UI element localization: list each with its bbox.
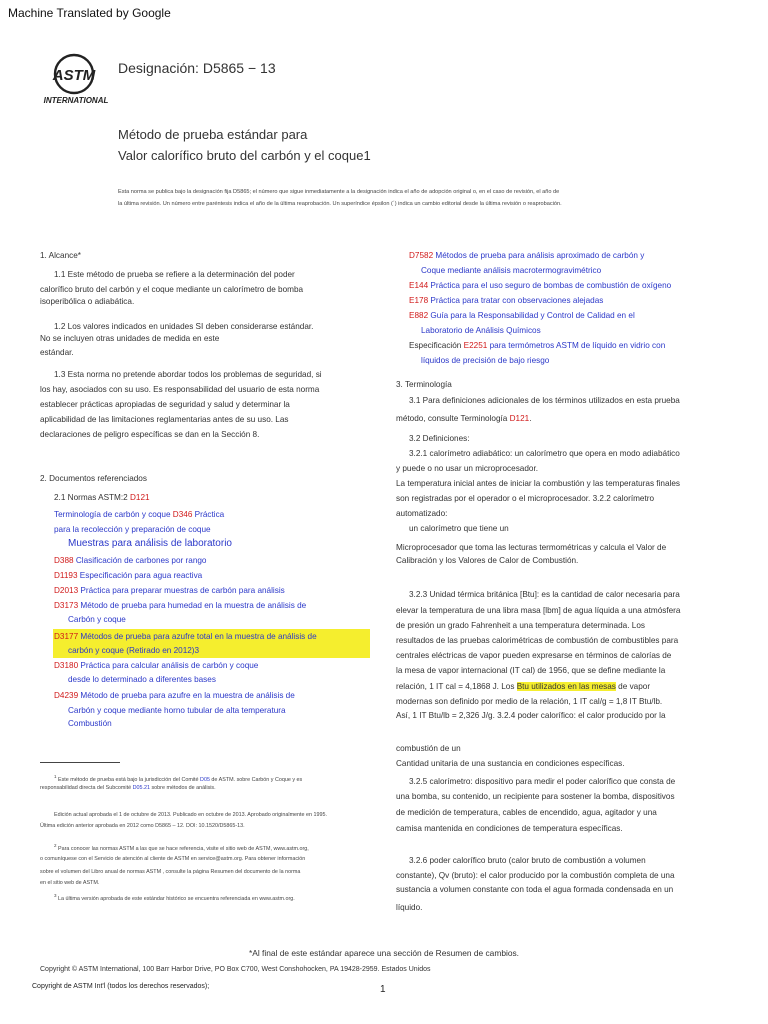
paragraph-text: . xyxy=(529,414,532,423)
paragraph-line: 1.1 Este método de prueba se refiere a la determinación del poder xyxy=(54,270,295,279)
ref-link-d1193[interactable]: D1193 xyxy=(54,571,78,580)
paragraph-line: No se incluyen otras unidades de medida en este xyxy=(40,334,220,343)
footnote-text: Para conocer las normas ASTM a las que se hace referencia, visite el sitio web de ASTM, www.astm.org, xyxy=(56,846,309,852)
copyright-line: Copyright © ASTM International, 100 Barr Harbor Drive, PO Box C700, West Conshohocken, PA 19428-2959. Estados Unidos xyxy=(40,966,431,973)
paragraph-line: son registradas por el operador o el microprocesador. 3.2.2 calorímetro xyxy=(396,494,655,503)
ref-link-e2251[interactable]: E2251 xyxy=(463,341,488,350)
ref-text: Práctica para calcular análisis de carbón y coque xyxy=(78,661,259,670)
astm-logo xyxy=(40,50,112,108)
ref-entry[interactable] xyxy=(409,281,671,291)
ref-text: Métodos de prueba para azufre total en la muestra de análisis de xyxy=(78,632,317,641)
ref-text: Métodos de prueba para análisis aproximado de carbón y xyxy=(433,251,645,260)
ref-entry-continued[interactable]: Combustión xyxy=(68,719,112,728)
paragraph-line: centrales eléctricas de vapor pueden expresarse en términos de calorías de xyxy=(396,651,672,660)
section-1-heading: 1. Alcance* xyxy=(40,251,81,260)
ref-entry-continued[interactable]: Coque mediante análisis macrotermogravimétrico xyxy=(421,266,602,275)
standard-notice xyxy=(118,186,658,210)
section-3-heading: 3. Terminología xyxy=(396,380,452,389)
paragraph-line: un calorímetro que tiene un xyxy=(409,524,509,533)
paragraph-line: 3.2.1 calorímetro adiabático: un calorímetro que opera en modo adiabático xyxy=(409,449,680,458)
footnote-2-continued: o comuníquese con el Servicio de atención al cliente de ASTM en service@astm.org. Para obtener información xyxy=(40,856,306,862)
paragraph-line: 3.2.3 Unidad térmica británica [Btu]: es la cantidad de calor necesaria para xyxy=(409,590,680,599)
paragraph-line: 3.1 Para definiciones adicionales de los términos utilizados en esta prueba xyxy=(409,396,680,405)
section-2-heading: 2. Documentos referenciados xyxy=(40,474,147,483)
paragraph-line: estándar. xyxy=(40,348,74,357)
astm-standards-line xyxy=(54,493,150,503)
ref-entry-continued[interactable]: Laboratorio de Análisis Químicos xyxy=(421,326,541,335)
ref-entry-continued[interactable]: Carbón y coque mediante horno tubular de alta temperatura xyxy=(68,706,286,715)
paragraph-line xyxy=(396,414,532,424)
footnote-text: La última versión aprobada de este estándar histórico se encuentra referenciada en www.astm.org. xyxy=(56,896,295,902)
ref-text: Práctica xyxy=(192,510,225,519)
document-title-line-1: Método de prueba estándar para xyxy=(118,127,308,142)
paragraph-line: Calibración y los Valores de Calor de Combustión. xyxy=(396,556,579,565)
ref-text: Especificación xyxy=(409,341,464,350)
ref-link-d05-21[interactable]: D05.21 xyxy=(132,785,150,791)
ref-entry-continued[interactable]: líquidos de precisión de bajo riesgo xyxy=(421,356,550,365)
paragraph-line: declaraciones de peligro específicas se dan en la Sección 8. xyxy=(40,430,260,439)
highlighted-text: Btu utilizados en las mesas xyxy=(516,682,616,691)
ref-entry-continued[interactable]: para la recolección y preparación de coque xyxy=(54,525,211,534)
ref-text: Guía para la Responsabilidad y Control de Calidad en el xyxy=(428,311,635,320)
ref-link-d05[interactable]: D05 xyxy=(200,777,210,783)
footnote-text: de ASTM. sobre Carbón y Coque y es xyxy=(209,777,303,783)
ref-text: Método de prueba para azufre en la muestra de análisis de xyxy=(78,691,295,700)
standard-notice-line-2: la última revisión. Un número entre paréntesis indica el año de la última reaprobación. Un superíndice épsilon (´) indica un cambio editorial desde la última revisión o reaprobación. xyxy=(118,201,562,207)
footnote-3 xyxy=(54,892,295,903)
ref-entry[interactable] xyxy=(54,661,258,671)
ref-text: Método de prueba para humedad en la muestra de análisis de xyxy=(78,601,307,610)
footnote-text: sobre métodos de análisis. xyxy=(149,785,216,791)
ref-link-d346[interactable]: D346 xyxy=(172,510,193,519)
footnote-2 xyxy=(54,842,309,853)
ref-text: Terminología de carbón y coque xyxy=(54,510,173,519)
paragraph-line: establecer prácticas apropiadas de seguridad y salud y determinar la xyxy=(40,400,290,409)
ref-entry[interactable] xyxy=(409,296,603,306)
ref-entry-continued[interactable]: Carbón y coque xyxy=(68,615,126,624)
logo-mark-text: ASTM xyxy=(52,67,96,84)
ref-text: Clasificación de carbones por rango xyxy=(73,556,207,565)
paragraph-line: combustión de un xyxy=(396,744,461,753)
paragraph-line: La temperatura inicial antes de iniciar la combustión y las temperaturas finales xyxy=(396,479,680,488)
ref-link-d388[interactable]: D388 xyxy=(54,556,74,565)
ref-link-d7582[interactable]: D7582 xyxy=(409,251,434,260)
paragraph-line: elevar la temperatura de una libra masa [lbm] de agua líquida a una atmósfera xyxy=(396,606,681,615)
paragraph-text: método, consulte Terminología xyxy=(396,414,510,423)
paragraph-line: sustancia a volumen constante con toda el agua formada condensada en un xyxy=(396,885,674,894)
footnote-edition-continued: Última edición anterior aprobada en 2012 como D5865 – 12. DOI: 10.1520/D5865-13. xyxy=(40,823,245,829)
ref-entry-continued[interactable]: Muestras para análisis de laboratorio xyxy=(68,538,232,549)
paragraph-line: 3.2 Definiciones: xyxy=(409,434,470,443)
ref-entry[interactable] xyxy=(54,571,202,581)
ref-entry-highlighted[interactable] xyxy=(54,632,317,642)
ref-link-d3180[interactable]: D3180 xyxy=(54,661,79,670)
footnote-marker: 3 xyxy=(54,893,57,898)
ref-link-d3173[interactable]: D3173 xyxy=(54,601,79,610)
paragraph-line: líquido. xyxy=(396,903,423,912)
document-title-line-2: Valor calorífico bruto del carbón y el coque1 xyxy=(118,148,371,163)
footnote-marker: 2 xyxy=(54,843,57,848)
ref-entry[interactable] xyxy=(409,311,635,321)
ref-entry[interactable] xyxy=(54,601,306,611)
footnote-divider xyxy=(40,762,120,763)
paragraph-line: de medición de temperatura, cables de encendido, agua, agitador y una xyxy=(396,808,657,817)
ref-entry[interactable] xyxy=(54,586,285,596)
paragraph-line: constante), Qv (bruto): el calor producido por la combustión completa de una xyxy=(396,871,675,880)
astm-standards-label: 2.1 Normas ASTM:2 xyxy=(54,493,130,502)
ref-link-d121[interactable]: D121 xyxy=(130,493,150,502)
paragraph-line: calorífico bruto del carbón y el coque mediante un calorímetro de bomba xyxy=(40,285,304,294)
paragraph-line: los hay, asociados con su uso. Es responsabilidad del usuario de esta norma xyxy=(40,385,320,394)
footnote-1 xyxy=(54,773,302,784)
footnote-2-continued: sobre el volumen del Libro anual de normas ASTM , consulte la página Resumen del documento de la norma xyxy=(40,869,301,875)
ref-entry[interactable] xyxy=(409,341,665,351)
ref-entry[interactable] xyxy=(54,510,224,520)
ref-link-d4239[interactable]: D4239 xyxy=(54,691,79,700)
paragraph-line: 1.2 Los valores indicados en unidades SI deben considerarse estándar. xyxy=(54,322,314,331)
ref-text: Práctica para tratar con observaciones alejadas xyxy=(428,296,604,305)
footnote-text: Este método de prueba está bajo la jurisdicción del Comité xyxy=(56,777,201,783)
machine-translation-banner: Machine Translated by Google xyxy=(8,6,171,20)
footer-license-text: Copyright de ASTM Int'l (todos los derechos reservados); xyxy=(32,983,210,990)
paragraph-line: Microprocesador que toma las lecturas termométricas y calcula el Valor de xyxy=(396,543,667,552)
ref-text: Práctica para el uso seguro de bombas de combustión de oxígeno xyxy=(428,281,672,290)
logo-international-text: INTERNATIONAL xyxy=(43,96,109,105)
footnote-marker: 1 xyxy=(54,774,57,779)
ref-entry[interactable] xyxy=(54,556,206,566)
ref-link-d121-terminology[interactable]: D121 xyxy=(509,414,530,423)
ref-entry-continued[interactable]: desde lo determinado a diferentes bases xyxy=(68,675,216,684)
footnote-2-continued: en el sitio web de ASTM. xyxy=(40,880,100,886)
paragraph-line: la mesa de vapor internacional (IT cal) de 1956, que se define mediante la xyxy=(396,666,666,675)
designation: Designación: D5865 − 13 xyxy=(118,60,276,76)
ref-link-d3177[interactable]: D3177 xyxy=(54,632,79,641)
ref-text: Práctica para preparar muestras de carbón para análisis xyxy=(78,586,285,595)
paragraph-line: Así, 1 IT Btu/lb = 2,326 J/g. 3.2.4 poder calorífico: el calor producido por la xyxy=(396,711,666,720)
ref-link-d2013[interactable]: D2013 xyxy=(54,586,79,595)
paragraph-line: 1.3 Esta norma no pretende abordar todos los problemas de seguridad, si xyxy=(54,370,322,379)
paragraph-line: una bomba, su contenido, un recipiente para sostener la bomba, dispositivos xyxy=(396,792,675,801)
paragraph-line: y puede o no usar un microprocesador. xyxy=(396,464,539,473)
summary-of-changes-note: *Al final de este estándar aparece una sección de Resumen de cambios. xyxy=(248,948,520,958)
ref-link-e144[interactable]: E144 xyxy=(409,281,429,290)
ref-entry[interactable] xyxy=(54,691,295,701)
paragraph-line: de presión un grado Fahrenheit a una temperatura determinada. Los xyxy=(396,621,645,630)
ref-link-e882[interactable]: E882 xyxy=(409,311,429,320)
paragraph-line: 3.2.6 poder calorífico bruto (calor bruto de combustión a volumen xyxy=(409,856,646,865)
paragraph-line: modernas son definido por medio de la relación, 1 IT cal/g = 1,8 IT Btu/lb. xyxy=(396,697,663,706)
ref-text: Especificación para agua reactiva xyxy=(77,571,203,580)
paragraph-line: aplicabilidad de las limitaciones reglamentarias antes de su uso. Las xyxy=(40,415,289,424)
paragraph-line: automatizado: xyxy=(396,509,448,518)
paragraph-line: isoperibólica o adiabática. xyxy=(40,297,135,306)
footnote-text: responsabilidad directa del Subcomité xyxy=(40,785,133,791)
page-number: 1 xyxy=(380,984,386,995)
paragraph-line xyxy=(396,682,650,692)
footnote-1-continued xyxy=(40,784,216,792)
paragraph-line: resultados de las pruebas calorimétricas de combustión de combustibles para xyxy=(396,636,679,645)
paragraph-line: 3.2.5 calorímetro: dispositivo para medir el poder calorífico que consta de xyxy=(409,777,676,786)
ref-entry-continued[interactable]: carbón y coque (Retirado en 2012)3 xyxy=(68,646,200,655)
paragraph-text: de vapor xyxy=(615,682,651,691)
ref-link-e178[interactable]: E178 xyxy=(409,296,429,305)
standard-notice-line-1: Esta norma se publica bajo la designación fija D5865; el número que sigue inmediatamente a la designación indica el año de adopción original o, en el caso de revisión, el año de xyxy=(118,189,560,195)
ref-entry[interactable] xyxy=(409,251,644,261)
paragraph-line: camisa mantenida en condiciones de temperatura específicas. xyxy=(396,824,623,833)
ref-text: para termómetros ASTM de líquido en vidrio con xyxy=(487,341,666,350)
paragraph-line: Cantidad unitaria de una sustancia en condiciones específicas. xyxy=(396,759,625,768)
footnote-edition: Edición actual aprobada el 1 de octubre de 2013. Publicado en octubre de 2013. Aprobado originalmente en 1995. xyxy=(54,812,328,818)
paragraph-text: relación, 1 IT cal = 4,1868 J. Los xyxy=(396,682,517,691)
